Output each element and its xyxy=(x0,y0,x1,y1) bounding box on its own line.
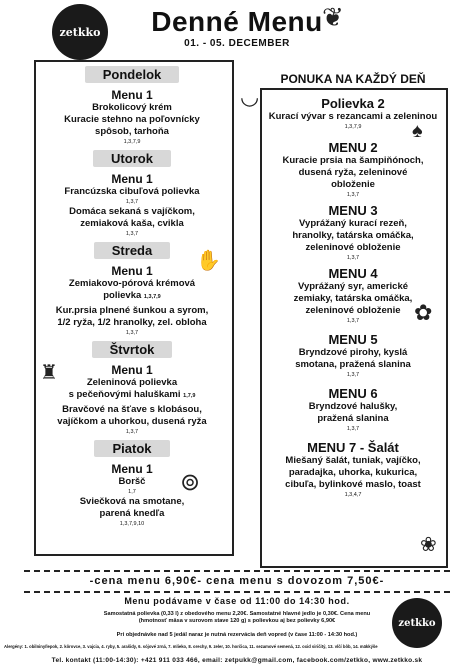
day-piatok: Piatok xyxy=(94,440,169,457)
plate-cutlery-icon: ⊚ xyxy=(180,469,201,496)
price-note: Samostatná polievka (0,33 l) z obedového menu 2,20€. Samostatné hlavné jedlo je 0,30€. Cena menu xyxy=(103,611,371,617)
price-note: (hmotnosť mäsa v surovom stave 120 g) s polievkou aj bez polievky 6,90€ xyxy=(138,618,336,624)
ponuka-heading: PONUKA NA KAŽDÝ DEŇ xyxy=(280,72,426,86)
dish-line: zeleninové obloženie xyxy=(305,305,401,316)
order-note: Pri objednávke nad 5 jedál naraz je nutná rezervácia deň vopred (v čase 11:00 - 14:30 hod.) xyxy=(116,632,358,638)
restaurant-logo: zetkko xyxy=(392,598,442,648)
dish-line: zemiaková kaša, cvikla xyxy=(80,218,184,229)
dish-line: Boršč xyxy=(118,476,146,487)
restaurant-logo: zetkko xyxy=(52,4,108,60)
page-title: Denné Menu xyxy=(151,6,323,37)
ponuka-label: MENU 5 xyxy=(328,332,378,347)
allergen-legend: Alergény: 1. obilniny/lepok, 2. kôrovce, 3. vajcia, 4. ryby, 5. arašidy, 6. sójové zrná, 7. mlieko, 8. orechy, 9. zeler, 10. horčica, 11. sezamové semená, 12. oxid siričitý, 13. vlčí bôb, 14. mäkkýše xyxy=(4,644,378,649)
dish-line: 1/2 ryža, 1/2 hranolky, zel. obloha xyxy=(57,317,207,328)
menu-label: Menu 1 xyxy=(111,88,153,102)
dish-line: Zemiakovo-pórová krémová xyxy=(68,278,196,289)
ponuka-label: MENU 3 xyxy=(328,203,378,218)
allergen-codes: 1,3,7,9 xyxy=(123,139,141,145)
day-pondelok: Pondelok xyxy=(85,66,180,83)
herb-icon: ❦ xyxy=(322,2,344,32)
menu-label: Menu 1 xyxy=(111,462,153,476)
days-column xyxy=(36,62,228,528)
allergen-codes: 1,3,7 xyxy=(125,199,139,205)
allergen-codes: 1,3,7,9 xyxy=(143,294,161,300)
menu-label: Menu 1 xyxy=(111,172,153,186)
dish-line: Kuracie stehno na poľovnícky xyxy=(64,114,200,125)
ponuka-label: MENU 2 xyxy=(328,140,378,155)
menu-dates: 01. - 05. DECEMBER xyxy=(184,38,290,49)
dish-line: Kur.prsia plnené šunkou a syrom, xyxy=(55,305,209,316)
ponuka-label: MENU 4 xyxy=(328,266,378,281)
ponuka-column xyxy=(250,72,456,499)
dish-line: zemiaky, tatárska omáčka, xyxy=(293,293,413,304)
dish-line: Kurací vývar s rezancami a zeleninou xyxy=(268,111,438,122)
menu-label: Menu 1 xyxy=(111,363,153,377)
day-utorok: Utorok xyxy=(93,150,171,167)
price-line: -cena menu 6,90€- cena menu s dovozom 7,50€- xyxy=(89,575,385,587)
dish-line-with-allergens: polievka 1,3,7,9 xyxy=(103,290,161,301)
pepper-icon: ✿ xyxy=(414,300,433,325)
day-stvrtok: Štvrtok xyxy=(92,341,173,358)
ponuka-label: MENU 6 xyxy=(328,386,378,401)
dish-line: Vyprážaný syr, americké xyxy=(297,281,409,292)
vegetables-icon: ❀ xyxy=(420,534,437,556)
serving-hours: Menu podávame v čase od 11:00 do 14:30 hod. xyxy=(124,596,350,606)
dish-line: paradajka, uhorka, kukurica, xyxy=(288,467,418,478)
allergen-codes: 1,3,7,9,10 xyxy=(119,521,145,527)
day-streda: Streda xyxy=(94,242,170,259)
allergen-codes: 1,3,7 xyxy=(346,372,360,378)
allergen-codes: 1,3,7,9 xyxy=(344,124,362,130)
dish-line-with-allergens: s pečeňovými haluškami 1,7,9 xyxy=(68,389,196,400)
dish-line: Bryndzové pirohy, kyslá xyxy=(298,347,408,358)
dish-line: Miešaný šalát, tuniak, vajíčko, xyxy=(285,455,421,466)
menu-label: Menu 1 xyxy=(111,264,153,278)
dish-line: vajíčkom a uhorkou, dusená ryža xyxy=(57,416,207,427)
allergen-codes: 1,3,7 xyxy=(125,330,139,336)
dashed-divider xyxy=(24,570,450,572)
dish-line: Brokolicový krém xyxy=(92,102,172,113)
dish-line: parená knedľa xyxy=(99,508,165,519)
allergen-codes: 1,3,7 xyxy=(346,192,360,198)
dish-line: obloženie xyxy=(331,179,375,190)
dish-line: zeleninové obloženie xyxy=(305,242,401,253)
dish-line: Bravčové na šťave s klobásou, xyxy=(62,404,202,415)
dish-line: Bryndzové halušky, xyxy=(308,401,398,412)
allergen-codes: 1,3,7 xyxy=(346,318,360,324)
dish-line: Francúzska cibuľová polievka xyxy=(64,186,200,197)
contact-line: Tel. kontakt (11:00-14:30): +421 911 033 466, email: zetpukk@gmail.com, facebook.com/zetkko, www.zetkko.sk xyxy=(51,657,423,664)
dish-line: cibuľa, bylinkové maslo, toast xyxy=(285,479,421,490)
dish-line: Vyprážaný kurací rezeň, xyxy=(299,218,407,229)
dish-line: pražená slanina xyxy=(317,413,389,424)
dish-line: Kuracie prsia na šampiňónoch, xyxy=(282,155,424,166)
allergen-codes: 1,7 xyxy=(128,489,136,495)
dish-line: Domáca sekaná s vajíčkom, xyxy=(69,206,195,217)
ponuka-label: MENU 7 - Šalát xyxy=(307,440,399,455)
pepper-mill-icon: ♜ xyxy=(40,362,58,384)
dish-line: dusená ryža, zeleninové xyxy=(298,167,408,178)
allergen-codes: 1,3,7 xyxy=(346,426,360,432)
bowl-icon: ◡ xyxy=(240,84,260,109)
dish-line: smotana, pražená slanina xyxy=(295,359,411,370)
dashed-divider xyxy=(24,591,450,593)
allergen-codes: 1,3,7 xyxy=(125,429,139,435)
allergen-codes: 1,3,7 xyxy=(125,231,139,237)
allergen-codes: 1,3,4,7 xyxy=(344,492,362,498)
allergen-codes: 1,3,7 xyxy=(346,255,360,261)
dish-line: Zeleninová polievka xyxy=(86,377,178,388)
ponuka-label: Polievka 2 xyxy=(321,96,385,111)
dish-line: hranolky, tatárska omáčka, xyxy=(292,230,414,241)
dish-line: Sviečková na smotane, xyxy=(79,496,185,507)
garlic-icon: ♠ xyxy=(412,120,423,142)
dish-line: spôsob, tarhoňa xyxy=(95,126,169,137)
allergen-codes: 1,7,9 xyxy=(183,393,196,399)
hand-salt-icon: ✋ xyxy=(196,250,221,272)
